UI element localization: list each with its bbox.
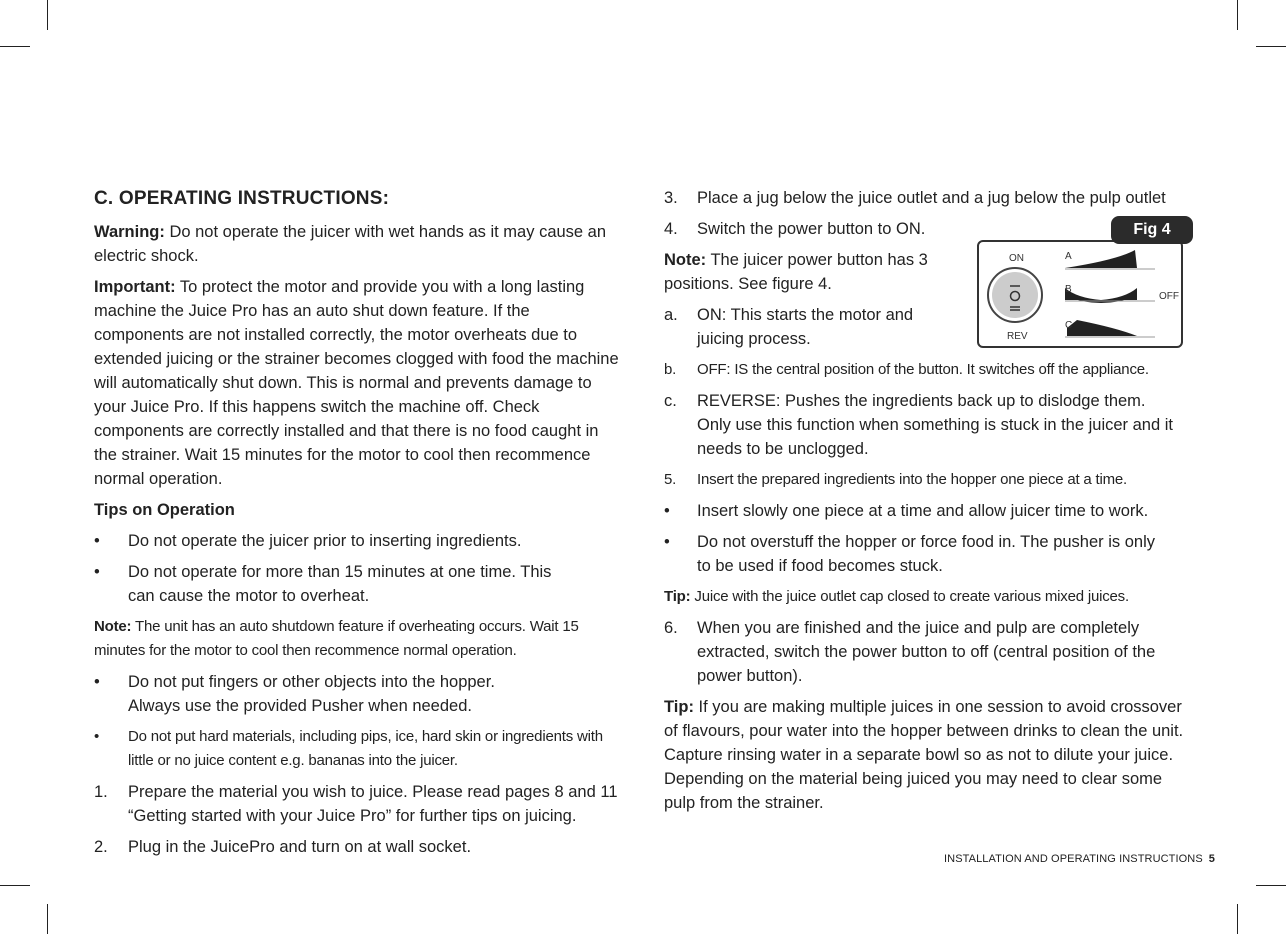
label-rev: REV (1007, 331, 1028, 342)
list-item-text: Do not put hard materials, including pips, ice, hard skin or ingredients with little or no juice content e.g. bananas into the juicer. (128, 728, 603, 769)
step-number: 4. (664, 220, 678, 238)
step-number: 1. (94, 783, 108, 801)
knob-symbols-icon (977, 216, 1187, 350)
crop-mark (47, 904, 48, 934)
important-paragraph (94, 275, 624, 491)
list-item-text: REVERSE: Pushes the ingredients back up to dislodge them. Only use this function when something is stuck in the juicer and it needs to be unclogged. (697, 392, 1173, 458)
page-number: 5 (1208, 853, 1215, 865)
list-item-text: Switch the power button to ON. (697, 220, 926, 238)
step-number: 5. (664, 471, 677, 488)
warning-label: Warning: (94, 223, 165, 241)
crop-mark (1256, 885, 1286, 886)
bullet-marker: • (94, 673, 100, 691)
crop-mark (0, 46, 30, 47)
list-item-text: Do not operate for more than 15 minutes at one time. This can cause the motor to overheat. (128, 563, 552, 605)
tip-label: Tip: (664, 588, 691, 605)
list-item (664, 303, 954, 351)
list-item-text: When you are finished and the juice and pulp are completely extracted, switch the power button to off (central position of the power button). (697, 619, 1156, 685)
step-number: 6. (664, 619, 678, 637)
note-text: The juicer power button has 3 positions. See figure 4. (664, 251, 928, 293)
note-text: The unit has an auto shutdown feature if overheating occurs. Wait 15 minutes for the motor to cool then recommence normal operation. (94, 618, 579, 659)
list-item (664, 358, 1194, 382)
left-column (94, 186, 624, 866)
warning-text: Do not operate the juicer with wet hands as it may cause an electric shock. (94, 223, 607, 265)
note-label: Note: (94, 618, 132, 635)
crop-mark (1256, 46, 1286, 47)
list-item-text: ON: This starts the motor and juicing process. (697, 306, 914, 348)
note-paragraph (664, 248, 959, 296)
list-item-text: Insert slowly one piece at a time and allow juicer time to work. (697, 502, 1149, 520)
step-number: 2. (94, 838, 108, 856)
tip-paragraph (664, 585, 1194, 609)
list-item (664, 186, 1194, 210)
label-b: B (1065, 284, 1072, 295)
footer-text: INSTALLATION AND OPERATING INSTRUCTIONS (944, 853, 1203, 865)
figure-tag: Fig 4 (1111, 216, 1193, 244)
warning-paragraph (94, 220, 624, 268)
list-item (664, 389, 1184, 461)
label-on: ON (1009, 253, 1024, 264)
crop-mark (1237, 904, 1238, 934)
step-number: 3. (664, 189, 678, 207)
important-label: Important: (94, 278, 176, 296)
list-item-text: Plug in the JuicePro and turn on at wall socket. (128, 838, 472, 856)
bullet-marker: • (94, 728, 100, 745)
list-item-text: Prepare the material you wish to juice. Please read pages 8 and 11 “Getting started with your Juice Pro” for further tips on juicing. (128, 783, 618, 825)
tip-text: If you are making multiple juices in one session to avoid crossover of flavours, pour water into the hopper between drinks to clean the unit. Capture rinsing water in a separate bowl so as not to dilute your juice. Depending on the material being juiced you may need to clear some pulp from the strainer. (664, 698, 1184, 812)
tip-label: Tip: (664, 698, 694, 716)
list-item (94, 780, 624, 828)
crop-mark (1237, 0, 1238, 30)
list-item (664, 616, 1179, 688)
item-letter: b. (664, 361, 677, 378)
note-label: Note: (664, 251, 707, 269)
list-item (664, 468, 1194, 492)
list-item-text: Place a jug below the juice outlet and a jug below the pulp outlet (697, 189, 1166, 207)
list-item (94, 725, 624, 773)
bullet-marker: • (664, 533, 670, 551)
important-text: To protect the motor and provide you with a long lasting machine the Juice Pro has an auto shut down feature. If the components are not installed correctly, the motor overheats due to extended juicing or the strainer becomes clogged with food the machine will automatically shut down. This is normal and prevents damage to your Juice Pro. If this happens switch the machine off. Check components are correctly installed and that there is no food caught in the strainer. Wait 15 minutes for the motor to cool then recommence normal operation. (94, 278, 619, 488)
section-heading: C. OPERATING INSTRUCTIONS: (94, 188, 390, 209)
item-letter: c. (664, 392, 677, 410)
list-item-text: Insert the prepared ingredients into the hopper one piece at a time. (697, 471, 1128, 488)
list-item (664, 499, 1194, 523)
list-item-text: OFF: IS the central position of the button. It switches off the appliance. (697, 361, 1149, 378)
note-paragraph (94, 615, 624, 663)
tips-heading: Tips on Operation (94, 501, 235, 519)
list-item (664, 217, 964, 241)
page-footer (944, 853, 1215, 865)
label-a: A (1065, 251, 1072, 262)
figure-4 (977, 216, 1187, 350)
label-off: OFF (1159, 291, 1179, 302)
list-item (664, 530, 1164, 578)
list-item (94, 560, 554, 608)
list-item (94, 529, 624, 553)
tip-text: Juice with the juice outlet cap closed to create various mixed juices. (690, 588, 1129, 605)
list-item (94, 835, 624, 859)
list-item-text: Do not operate the juicer prior to inserting ingredients. (128, 532, 522, 550)
label-c: C (1065, 320, 1073, 331)
list-item (94, 670, 544, 718)
crop-mark (0, 885, 30, 886)
list-item-text: Do not overstuff the hopper or force food in. The pusher is only to be used if food becomes stuck. (697, 533, 1155, 575)
item-letter: a. (664, 306, 678, 324)
crop-mark (47, 0, 48, 30)
bullet-marker: • (94, 563, 100, 581)
bullet-marker: • (94, 532, 100, 550)
tip-paragraph (664, 695, 1194, 815)
list-item-text: Do not put fingers or other objects into the hopper. Always use the provided Pusher when needed. (128, 673, 495, 715)
bullet-marker: • (664, 502, 670, 520)
